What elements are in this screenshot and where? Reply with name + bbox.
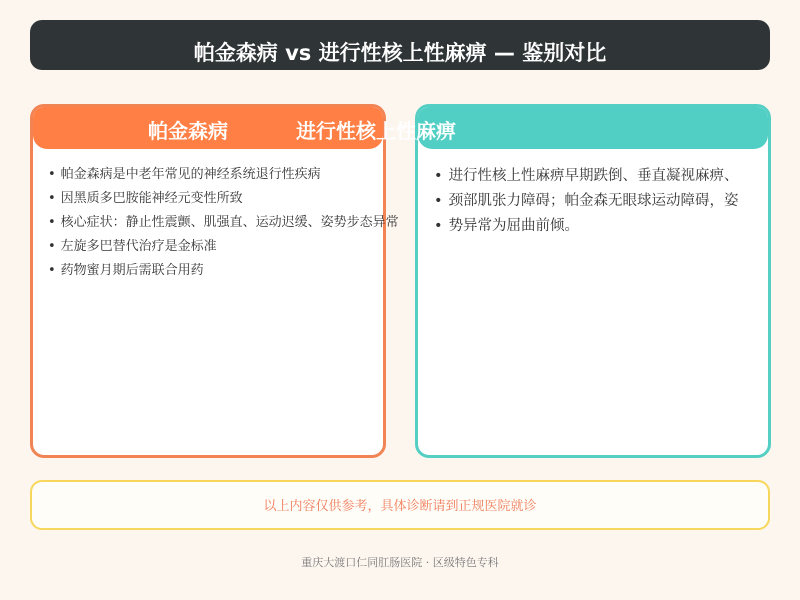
list-item: • 药物蜜月期后需联合用药 bbox=[48, 259, 418, 283]
psp-panel bbox=[415, 104, 771, 458]
list-item: • 左旋多巴替代治疗是金标准 bbox=[48, 235, 418, 259]
list-item: • 进行性核上性麻痹早期跌倒、垂直凝视麻痹、 bbox=[434, 164, 767, 189]
list-item: • 颈部肌张力障碍；帕金森无眼球运动障碍，姿 bbox=[434, 189, 767, 214]
psp-panel-header bbox=[418, 107, 768, 149]
psp-list bbox=[434, 164, 767, 239]
list-item: • 核心症状：静止性震颤、肌强直、运动迟缓、姿势步态异常 bbox=[48, 211, 418, 235]
psp-header-label: 进行性核上性麻痹 bbox=[296, 119, 456, 143]
list-item: • 势异常为屈曲前倾。 bbox=[434, 214, 767, 239]
list-item: • 因黑质多巴胺能神经元变性所致 bbox=[48, 187, 418, 211]
disclaimer-text: 以上内容仅供参考，具体诊断请到正规医院就诊 bbox=[263, 499, 537, 514]
list-item: • 帕金森病是中老年常见的神经系统退行性疾病 bbox=[48, 163, 418, 187]
parkinson-header-label: 帕金森病 bbox=[148, 119, 228, 143]
parkinson-list bbox=[48, 163, 418, 283]
page-title: 帕金森病 vs 进行性核上性麻痹 — 鉴别对比 bbox=[193, 41, 607, 65]
footer-text: 重庆大渡口仁同肛肠医院 · 区级特色专科 bbox=[301, 556, 499, 569]
